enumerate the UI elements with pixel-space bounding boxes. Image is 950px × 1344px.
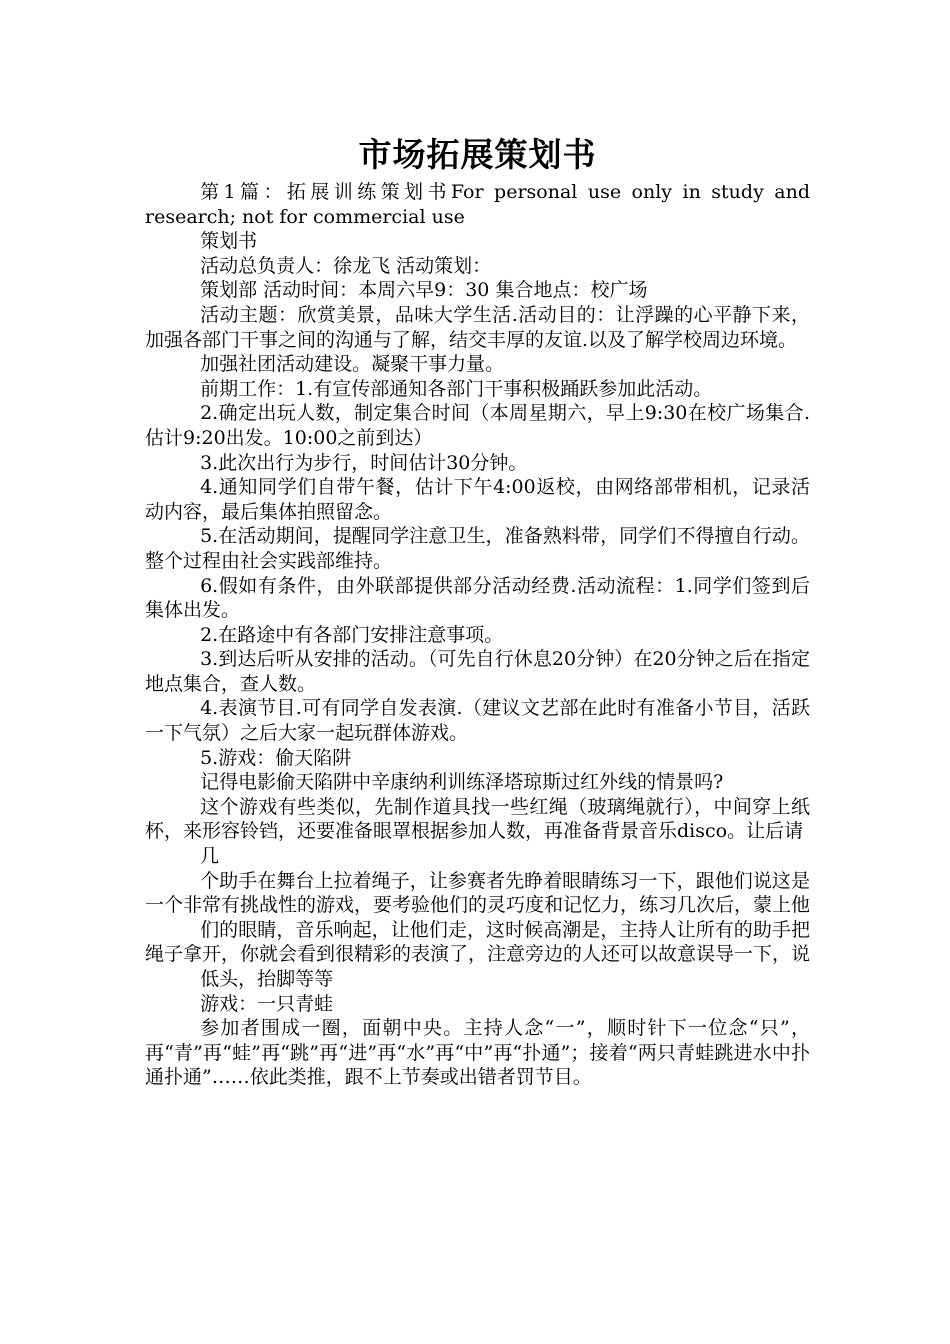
paragraph: 游戏：一只青蛙 <box>200 992 334 1015</box>
paragraph: 们的眼睛，音乐响起，让他们走，这时候高潮是，主持人让所有的助手把绳子拿开，你就会看到很精彩的表演了，注意旁边的人还可以故意误导一下，说 <box>145 918 811 966</box>
paragraph: 3.此次出行为步行，时间估计30分钟。 <box>200 451 528 474</box>
document-page <box>145 122 810 1090</box>
paragraph: 策划部 活动时间：本周六早9：30 集合地点：校广场 <box>200 279 648 302</box>
paragraph: 活动主题：欣赏美景，品味大学生活.活动目的：让浮躁的心平静下来，加强各部门干事之间的沟通与了解，结交丰厚的友谊.以及了解学校周边环境。 <box>145 303 810 351</box>
paragraph: 加强社团活动建设。凝聚干事力量。 <box>200 353 505 376</box>
paragraph: 前期工作：1.有宣传部通知各部门干事积极踊跃参加此活动。 <box>200 377 713 400</box>
paragraph: 2.确定出玩人数，制定集合时间（本周星期六，早上9:30在校广场集合.估计9:20出发。10:00之前到达） <box>145 402 810 449</box>
paragraph: 参加者围成一圈，面朝中央。主持人念“一”，顺时针下一位念“只”，再“青”再“蛙”再“跳”再“进”再“水”再“中”再“扑通”；接着“两只青蛙跳进水中扑通扑通”……依此类推，跟不上节奏或出错者罚节目。 <box>145 1017 810 1089</box>
paragraph: 几 <box>200 845 220 868</box>
paragraph: 第1篇：拓展训练策划书For personal use only in study and research; not for commercial use <box>145 181 810 228</box>
paragraph: 记得电影偷天陷阱中辛康纳利训练泽塔琼斯过红外线的情景吗? <box>200 771 724 794</box>
document-title: 市场拓展策划书 <box>358 135 597 174</box>
paragraph: 6.假如有条件，由外联部提供部分活动经费.活动流程：1.同学们签到后集体出发。 <box>145 574 810 622</box>
paragraph: 3.到达后听从安排的活动。（可先自行休息20分钟）在20分钟之后在指定地点集合，查人数。 <box>145 648 810 695</box>
paragraph: 低头，抬脚等等 <box>200 968 334 990</box>
paragraph: 个助手在舞台上拉着绳子，让参赛者先睁着眼睛练习一下，跟他们说这是一个非常有挑战性的游戏，要考验他们的灵巧度和记忆力，练习几次后，蒙上他 <box>145 869 811 917</box>
paragraph: 5.在活动期间，提醒同学注意卫生，准备熟料带，同学们不得擅自行动。整个过程由社会实践部维持。 <box>145 525 810 572</box>
paragraph: 5.游戏：偷天陷阱 <box>200 746 352 769</box>
paragraph: 4.表演节目.可有同学自发表演.（建议文艺部在此时有准备小节目，活跃一下气氛）之后大家一起玩群体游戏。 <box>145 697 810 745</box>
paragraph: 这个游戏有些类似，先制作道具找一些红绳（玻璃绳就行），中间穿上纸杯，来形容铃铛，还要准备眼罩根据参加人数，再准备背景音乐disco。让后请 <box>145 795 810 843</box>
paragraph: 活动总负责人：徐龙飞 活动策划： <box>200 254 492 277</box>
paragraph: 2.在路途中有各部门安排注意事项。 <box>200 623 504 646</box>
paragraph: 4.通知同学们自带午餐，估计下午4:00返校，由网络部带相机，记录活动内容，最后集体拍照留念。 <box>145 476 810 523</box>
document-body <box>145 180 810 1090</box>
paragraph: 策划书 <box>200 230 258 253</box>
